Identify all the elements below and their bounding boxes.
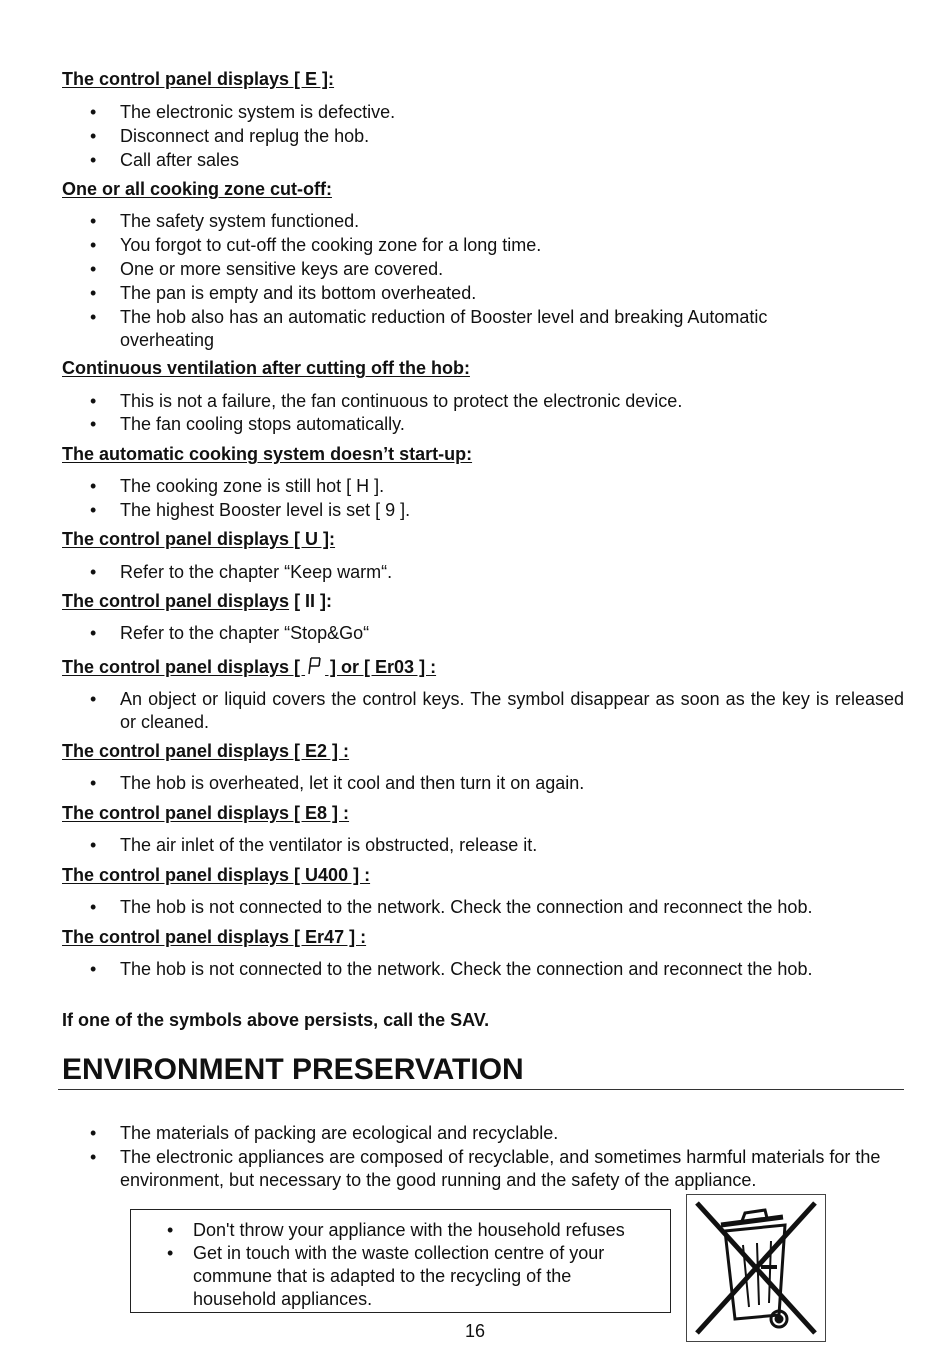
list-item: • Refer to the chapter “Keep warm“. bbox=[120, 561, 904, 584]
list-item: • The hob is overheated, let it cool and then turn it on again. bbox=[120, 772, 904, 795]
list-item: • Call after sales bbox=[120, 149, 904, 172]
section-title-e8: The control panel displays [ E8 ] : bbox=[62, 803, 350, 823]
list-item: • The safety system functioned. bbox=[120, 210, 904, 233]
list-item: • The hob also has an automatic reduction of Booster level and breaking Automatic overheating bbox=[120, 306, 840, 352]
page-number: 16 bbox=[464, 1321, 486, 1341]
persist-note: If one of the symbols above persists, call the SAV. bbox=[62, 1010, 490, 1030]
section-title-e: The control panel displays [ E ]: bbox=[62, 69, 335, 89]
section-title-u: The control panel displays [ U ]: bbox=[62, 529, 336, 549]
list-item: • The air inlet of the ventilator is obstructed, release it. bbox=[120, 834, 904, 857]
section-title-ii-underlined: The control panel displays bbox=[62, 591, 290, 611]
segment-display-icon bbox=[307, 656, 323, 681]
section-title-u400: The control panel displays [ U400 ] : bbox=[62, 865, 371, 885]
list-item: • Don't throw your appliance with the household refuses bbox=[193, 1219, 663, 1242]
list-item: • You forgot to cut-off the cooking zone for a long time. bbox=[120, 234, 904, 257]
section-title-symbol-post: ] or [ Er03 ] : bbox=[325, 657, 437, 677]
section-title-ventilation: Continuous ventilation after cutting off the hob: bbox=[62, 358, 470, 378]
list-item: • The electronic appliances are composed of recyclable, and sometimes harmful materials for the environment, but necessary to the good running and the safety of the appliance. bbox=[120, 1146, 895, 1192]
list-item: • The materials of packing are ecological and recyclable. bbox=[120, 1122, 904, 1145]
list-item: • The highest Booster level is set [ 9 ]. bbox=[120, 499, 904, 522]
section-title-er47: The control panel displays [ Er47 ] : bbox=[62, 927, 367, 947]
list-item: • The cooking zone is still hot [ H ]. bbox=[120, 475, 904, 498]
list-item: • One or more sensitive keys are covered. bbox=[120, 258, 904, 281]
list-item: • Get in touch with the waste collection centre of your commune that is adapted to the recycling of the household appliances. bbox=[193, 1242, 643, 1311]
section-title-ii bbox=[62, 591, 332, 612]
list-item: • Refer to the chapter “Stop&Go“ bbox=[120, 622, 904, 645]
section-title-e2: The control panel displays [ E2 ] : bbox=[62, 741, 350, 761]
section-title-ii-rest: [ II ]: bbox=[289, 591, 333, 611]
list-item: • The electronic system is defective. bbox=[120, 101, 904, 124]
list-item: • The hob is not connected to the network. Check the connection and reconnect the hob. bbox=[120, 896, 904, 919]
section-title-symbol-er03 bbox=[62, 656, 436, 681]
list-item: • An object or liquid covers the control keys. The symbol disappear as soon as the key is released or cleaned. bbox=[120, 688, 904, 734]
list-item: • The fan cooling stops automatically. bbox=[120, 413, 904, 436]
list-item: • The hob is not connected to the network. Check the connection and reconnect the hob. bbox=[120, 958, 904, 981]
recycling-notice-box bbox=[130, 1209, 671, 1313]
list-item: • This is not a failure, the fan continuous to protect the electronic device. bbox=[120, 390, 904, 413]
section-title-automatic-cooking: The automatic cooking system doesn’t start-up: bbox=[62, 444, 473, 464]
section-title-cut-off: One or all cooking zone cut-off: bbox=[62, 179, 332, 199]
list-item: • The pan is empty and its bottom overheated. bbox=[120, 282, 904, 305]
list-item: • Disconnect and replug the hob. bbox=[120, 125, 904, 148]
heading-divider bbox=[58, 1089, 904, 1090]
crossed-out-wheelie-bin-icon bbox=[686, 1194, 826, 1342]
section-title-symbol-pre: The control panel displays [ bbox=[62, 657, 306, 677]
environment-heading: ENVIRONMENT PRESERVATION bbox=[62, 1053, 524, 1086]
